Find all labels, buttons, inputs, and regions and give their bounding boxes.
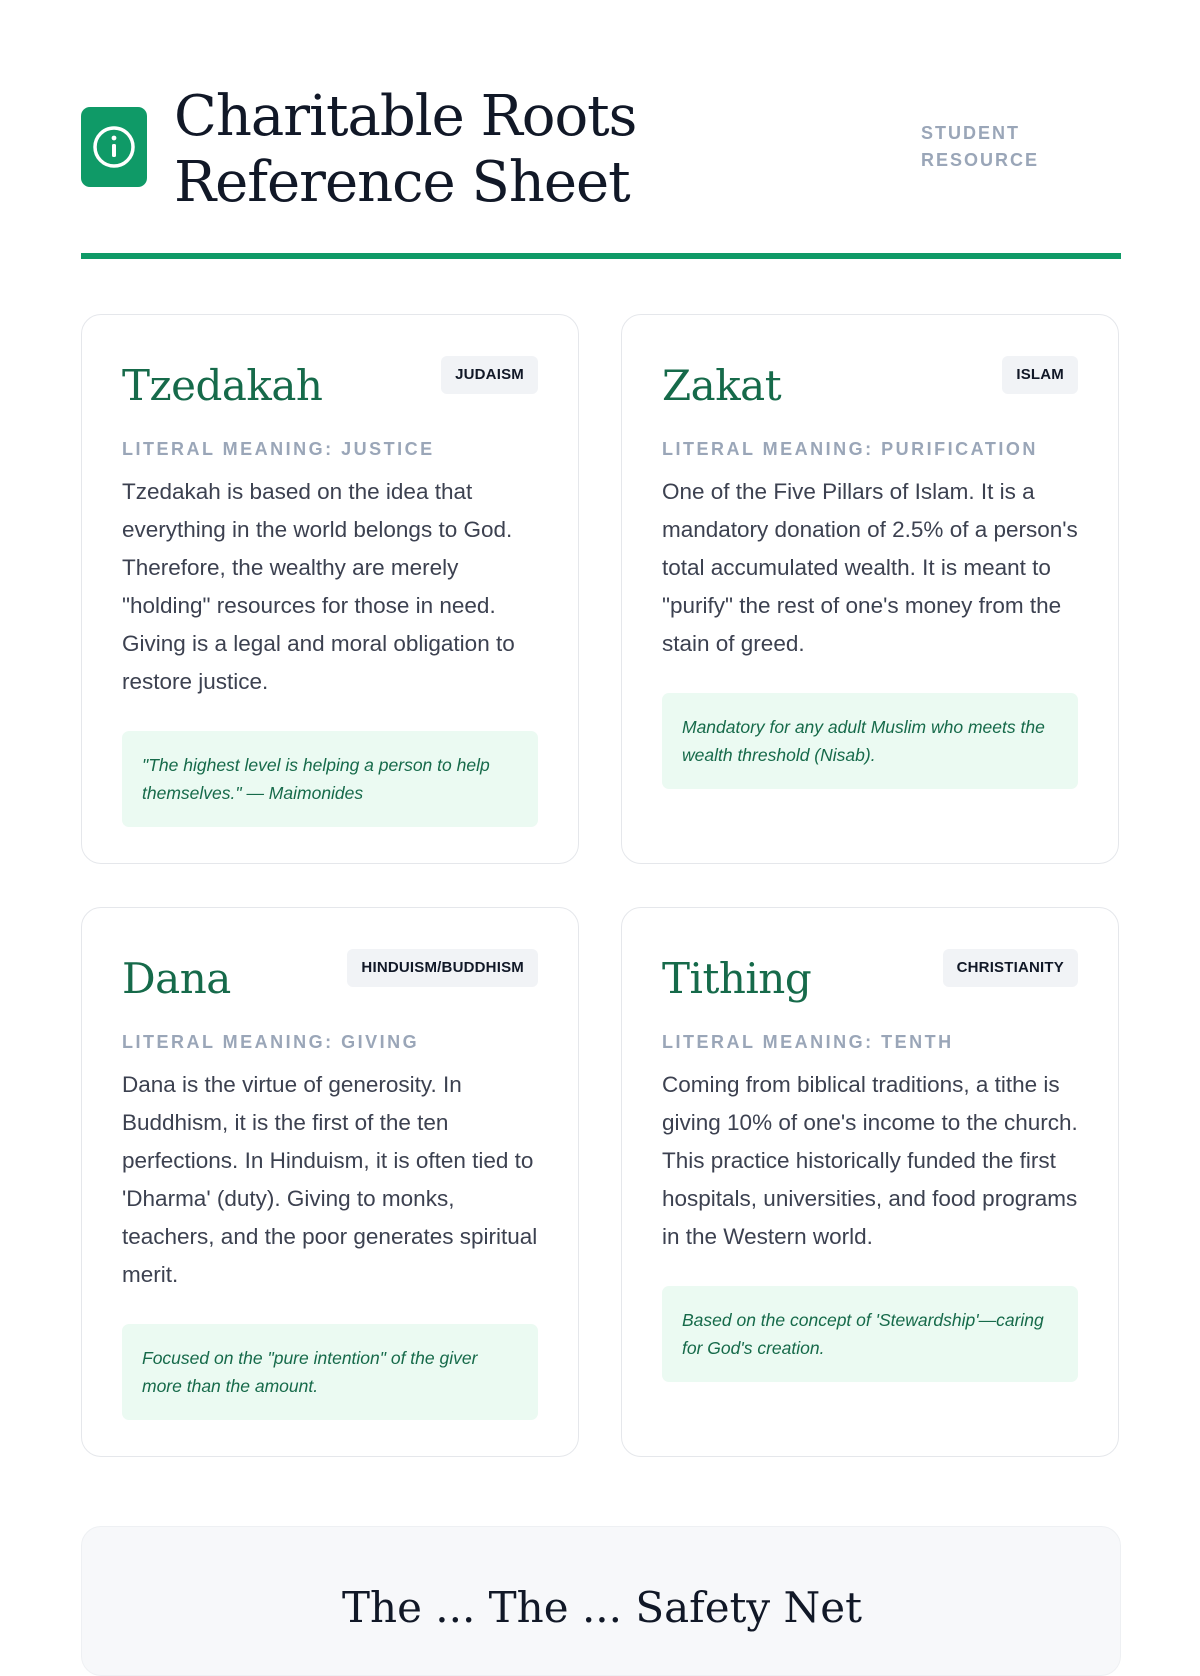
safety-net-section [81, 1526, 1121, 1676]
religion-badge: ISLAM [1002, 356, 1078, 394]
card-zakat [621, 314, 1119, 864]
religion-badge: CHRISTIANITY [943, 949, 1078, 987]
info-icon [81, 107, 147, 187]
card-tithing [621, 907, 1119, 1457]
card-note: Based on the concept of 'Stewardship'—caring for God's creation. [662, 1286, 1078, 1382]
religion-badge: HINDUISM/BUDDHISM [347, 949, 538, 987]
card-tzedakah [81, 314, 579, 864]
card-note: Focused on the "pure intention" of the giver more than the amount. [122, 1324, 538, 1420]
card-description: Coming from biblical traditions, a tithe is giving 10% of one's income to the church. This practice historically funded the first hospitals, universities, and food programs in the Western world. [662, 1072, 1078, 1249]
page-title: Charitable Roots Reference Sheet [174, 84, 637, 215]
card-dana [81, 907, 579, 1457]
student-resource-tag: STUDENT RESOURCE [921, 123, 1040, 170]
literal-meaning: LITERAL MEANING: GIVING [122, 1032, 420, 1052]
section-title: The ... The ... Safety Net [342, 1583, 862, 1632]
card-description: Tzedakah is based on the idea that everything in the world belongs to God. Therefore, the wealthy are merely "holding" resources for those in need. Giving is a legal and moral obligation to restore justice. [122, 479, 515, 694]
literal-meaning: LITERAL MEANING: JUSTICE [122, 439, 435, 459]
card-description: Dana is the virtue of generosity. In Buddhism, it is the first of the ten perfections. In Hinduism, it is often tied to 'Dharma' (duty). Giving to monks, teachers, and the poor generates spiritual merit. [122, 1072, 538, 1287]
card-title: Zakat [662, 361, 782, 410]
card-note: "The highest level is helping a person to help themselves." — Maimonides [122, 731, 538, 827]
card-title: Dana [122, 954, 231, 1003]
card-note: Mandatory for any adult Muslim who meets the wealth threshold (Nisab). [662, 693, 1078, 789]
religion-badge: JUDAISM [441, 356, 538, 394]
page-header [81, 80, 1121, 220]
card-title: Tzedakah [122, 361, 323, 410]
header-divider [81, 253, 1121, 259]
card-title: Tithing [662, 954, 812, 1003]
literal-meaning: LITERAL MEANING: PURIFICATION [662, 439, 1038, 459]
card-description: One of the Five Pillars of Islam. It is a mandatory donation of 2.5% of a person's total accumulated wealth. It is meant to "purify" the rest of one's money from the stain of greed. [662, 479, 1078, 656]
literal-meaning: LITERAL MEANING: TENTH [662, 1032, 954, 1052]
